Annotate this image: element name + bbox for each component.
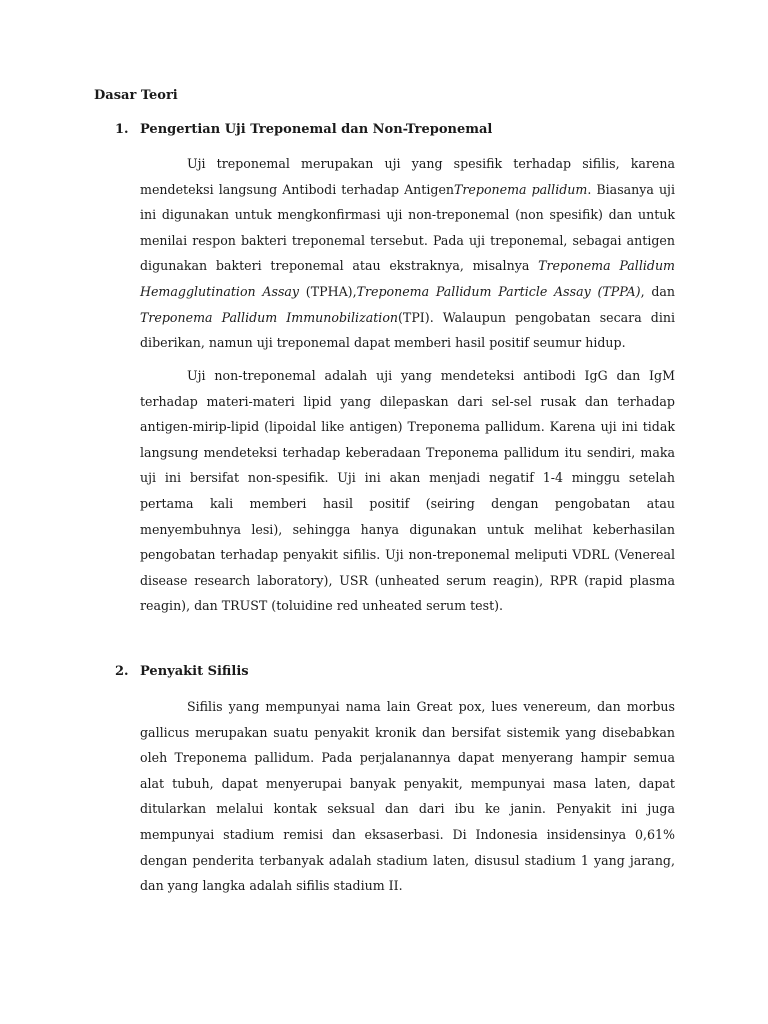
document-title: Dasar Teori xyxy=(94,88,178,103)
italic-term: Treponema Pallidum Immunobilization xyxy=(140,309,399,325)
italic-term: Treponema pallidum xyxy=(454,181,588,197)
text-segment: . Biasanya uji ini digunakan untuk mengkonfirmasi uji non-treponemal (non spesifik) dan untuk menilai respon bakteri treponemal tersebut. Pada uji treponemal, sebagai antigen digunakan bakteri treponemal atau ekstraknya, misalnya xyxy=(140,181,675,274)
text-segment: Uji non-treponemal adalah uji yang mendeteksi antibodi IgG dan IgM terhadap materi-materi lipid yang dilepaskan dari sel-sel rusak dan terhadap antigen-mirip-lipid (lipoidal like antigen) Treponema pallidum. Karena uji ini tidak langsung mendeteksi terhadap keberadaan Treponema pallidum itu sendiri, maka uji ini bersifat non-spesifik. Uji ini akan menjadi negatif 1-4 minggu setelah pertama kali memberi hasil positif (seiring dengan pengobatan atau menyembuhnya lesi), sehingga hanya digunakan untuk melihat keberhasilan pengobatan terhadap penyakit sifilis. Uji non-treponemal meliputi VDRL (Venereal disease research laboratory), USR (unheated serum reagin), RPR (rapid plasma reagin), dan TRUST (toluidine red unheated serum test). xyxy=(140,368,675,614)
section-heading-1 xyxy=(115,122,492,137)
section-heading-2 xyxy=(115,664,249,679)
section-number: 1. xyxy=(115,122,129,137)
section-heading-text: Penyakit Sifilis xyxy=(140,664,249,679)
italic-term: Treponema Pallidum Hemagglutination Assay xyxy=(140,258,676,299)
text-segment: Uji treponemal merupakan uji yang spesifik terhadap sifilis, karena mendeteksi langsung Antibodi terhadap Antigen xyxy=(140,156,675,197)
section-heading-text: Pengertian Uji Treponemal dan Non-Treponemal xyxy=(140,122,493,137)
text-segment: (TPI). Walaupun pengobatan secara dini diberikan, namun uji treponemal dapat memberi hasil positif seumur hidup. xyxy=(140,309,675,351)
text-segment: Sifilis yang mempunyai nama lain Great pox, lues venereum, dan morbus gallicus merupakan suatu penyakit kronik dan bersifat sistemik yang disebabkan oleh Treponema pallidum. Pada perjalanannya dapat menyerang hampir semua alat tubuh, dapat menyerupai banyak penyakit, mempunyai masa laten, dapat ditularkan melalui kontak seksual dan dari ibu ke janin. Penyakit ini juga mempunyai stadium remisi dan eksaserbasi. Di Indonesia insidensinya 0,61% dengan penderita terbanyak adalah stadium laten, disusul stadium 1 yang jarang, dan yang langka adalah sifilis stadium II. xyxy=(140,699,675,894)
text-segment: (TPHA), xyxy=(299,283,357,299)
italic-term: Treponema Pallidum Particle Assay (TPPA) xyxy=(356,283,641,299)
paragraph-uji-treponemal xyxy=(140,151,675,356)
paragraph-penyakit-sifilis xyxy=(140,694,675,899)
section-number: 2. xyxy=(115,664,129,679)
text-segment: , dan xyxy=(640,283,675,299)
paragraph-uji-non-treponemal xyxy=(140,363,675,619)
